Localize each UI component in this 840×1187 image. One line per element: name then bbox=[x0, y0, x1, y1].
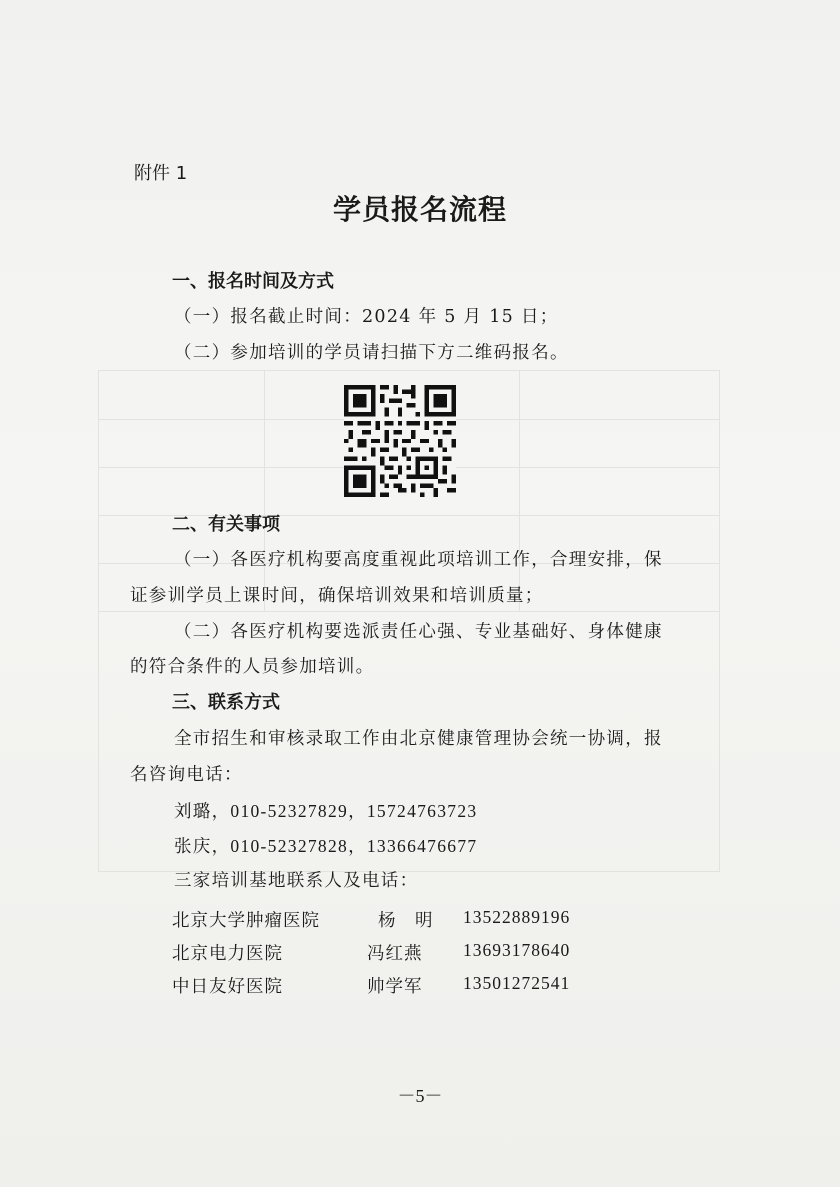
contact-phone: 13501272541 bbox=[463, 973, 571, 993]
contact-person: 帅学军 bbox=[367, 977, 423, 997]
page-title: 学员报名流程 bbox=[332, 193, 507, 226]
contact-phone: 13693178640 bbox=[463, 940, 571, 960]
section3-intro-line2: 名咨询电话： bbox=[130, 765, 243, 785]
section2-item2-line2: 的符合条件的人员参加培训。 bbox=[130, 657, 375, 677]
contact-person: 冯红燕 bbox=[367, 944, 423, 964]
section3-heading: 三、联系方式 bbox=[172, 692, 280, 713]
section3-intro-line1: 全市招生和审核录取工作由北京健康管理协会统一协调，报 bbox=[174, 729, 663, 749]
attachment-label: 附件 1 bbox=[134, 163, 188, 184]
hospital-name: 中日友好医院 bbox=[172, 977, 283, 997]
section2-item1-line2: 证参训学员上课时间，确保培训效果和培训质量； bbox=[130, 586, 544, 606]
section2-item2-line1: （二）各医疗机构要选派责任心强、专业基础好、身体健康 bbox=[174, 622, 663, 642]
bleed-through-title bbox=[90, 232, 102, 267]
hospital-name: 北京电力医院 bbox=[172, 944, 283, 964]
contact-phone: 13522889196 bbox=[463, 907, 571, 927]
contact-phone-2: 张庆，010-52327828，13366476677 bbox=[174, 836, 478, 856]
registration-qr-code bbox=[344, 385, 456, 497]
hospital-name: 北京大学肿瘤医院 bbox=[172, 911, 320, 931]
contact-person: 杨 明 bbox=[378, 911, 434, 931]
section2-item1-line1: （一）各医疗机构要高度重视此项培训工作，合理安排，保 bbox=[174, 550, 663, 570]
section2-heading: 二、有关事项 bbox=[172, 514, 280, 535]
section1-heading: 一、报名时间及方式 bbox=[172, 271, 334, 292]
page-number: －5－ bbox=[397, 1086, 443, 1106]
training-bases-intro: 三家培训基地联系人及电话： bbox=[174, 871, 419, 891]
section1-item2: （二）参加培训的学员请扫描下方二维码报名。 bbox=[174, 343, 569, 363]
contact-phone-1: 刘璐，010-52327829，15724763723 bbox=[174, 801, 478, 821]
section1-item1: （一）报名截止时间：2024 年 5 月 15 日； bbox=[174, 307, 559, 327]
